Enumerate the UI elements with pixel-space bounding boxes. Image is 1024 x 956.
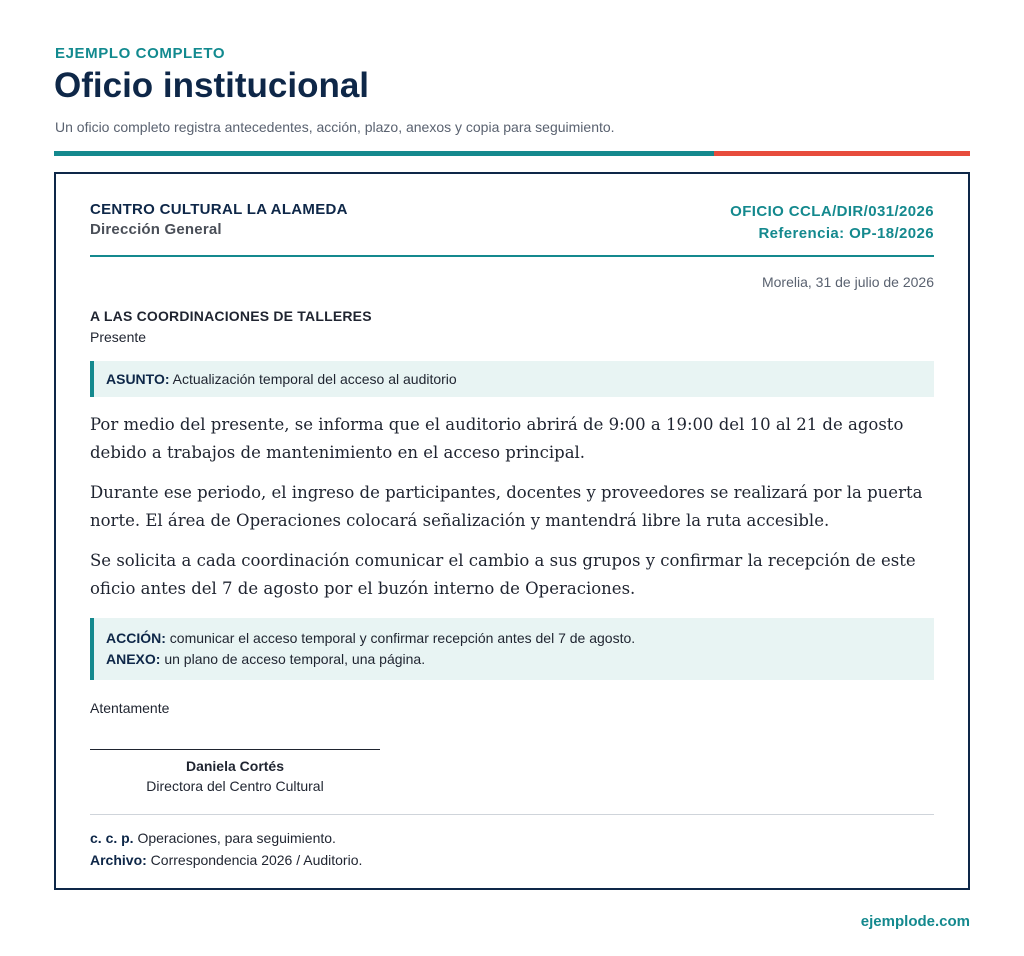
header-accent-rule <box>54 151 970 156</box>
reference-number: Referencia: OP-18/2026 <box>758 225 934 242</box>
page-title: Oficio institucional <box>54 66 370 105</box>
oficio-number: OFICIO CCLA/DIR/031/2026 <box>730 203 934 220</box>
accent-rule-red <box>714 151 970 156</box>
annex-label: ANEXO: <box>106 651 161 667</box>
organization-department: Dirección General <box>90 221 222 238</box>
eyebrow-label: EJEMPLO COMPLETO <box>55 45 226 62</box>
subject-text: Actualización temporal del acceso al auditorio <box>169 371 457 387</box>
subject-label: ASUNTO: <box>106 371 170 387</box>
footer-divider <box>90 814 934 815</box>
annex-text: un plano de acceso temporal, una página. <box>160 651 426 667</box>
signer-role: Directora del Centro Cultural <box>146 778 324 794</box>
signer-name: Daniela Cortés <box>185 758 285 774</box>
ccp-label: c. c. p. <box>90 830 134 846</box>
accent-rule-teal <box>54 151 714 156</box>
letter-document <box>54 172 970 890</box>
action-label: ACCIÓN: <box>106 630 166 646</box>
body-paragraph: Se solicita a cada coordinación comunicar el cambio a sus grupos y confirmar la recepción de este oficio antes del 7 de agosto por el buzón interno de Operaciones. <box>90 551 916 598</box>
ccp-line <box>90 827 362 849</box>
closing: Atentamente <box>90 700 170 716</box>
archive-text: Correspondencia 2026 / Auditorio. <box>146 852 363 868</box>
ccp-text: Operaciones, para seguimiento. <box>133 830 336 846</box>
body-paragraph: Por medio del presente, se informa que el auditorio abrirá de 9:00 a 19:00 del 10 al 21 de agosto debido a trabajos de mantenimiento en el acceso principal. <box>90 415 904 462</box>
reference-block <box>730 201 934 245</box>
action-annex-box <box>90 618 934 680</box>
subject-box <box>90 361 934 397</box>
action-text: comunicar el acceso temporal y confirmar recepción antes del 7 de agosto. <box>165 630 636 646</box>
salutation: Presente <box>90 329 147 345</box>
site-link[interactable]: ejemplode.com <box>860 913 970 930</box>
recipient: A LAS COORDINACIONES DE TALLERES <box>90 308 372 324</box>
letterhead-divider <box>90 255 934 257</box>
letter-body <box>90 411 934 615</box>
archive-label: Archivo: <box>90 852 147 868</box>
annex-line <box>106 649 934 670</box>
organization-name: CENTRO CULTURAL LA ALAMEDA <box>90 201 348 218</box>
letter-date: Morelia, 31 de julio de 2026 <box>761 274 934 290</box>
body-paragraph: Durante ese periodo, el ingreso de participantes, docentes y proveedores se realizará por la puerta norte. El área de Operaciones colocará señalización y mantendrá libre la ruta accesible. <box>90 483 923 530</box>
signature-line <box>90 749 380 750</box>
copy-archive-block <box>90 827 362 871</box>
archive-line <box>90 849 362 871</box>
page-subtitle: Un oficio completo registra antecedentes, acción, plazo, anexos y copia para seguimiento. <box>55 119 615 135</box>
action-line <box>106 628 934 649</box>
